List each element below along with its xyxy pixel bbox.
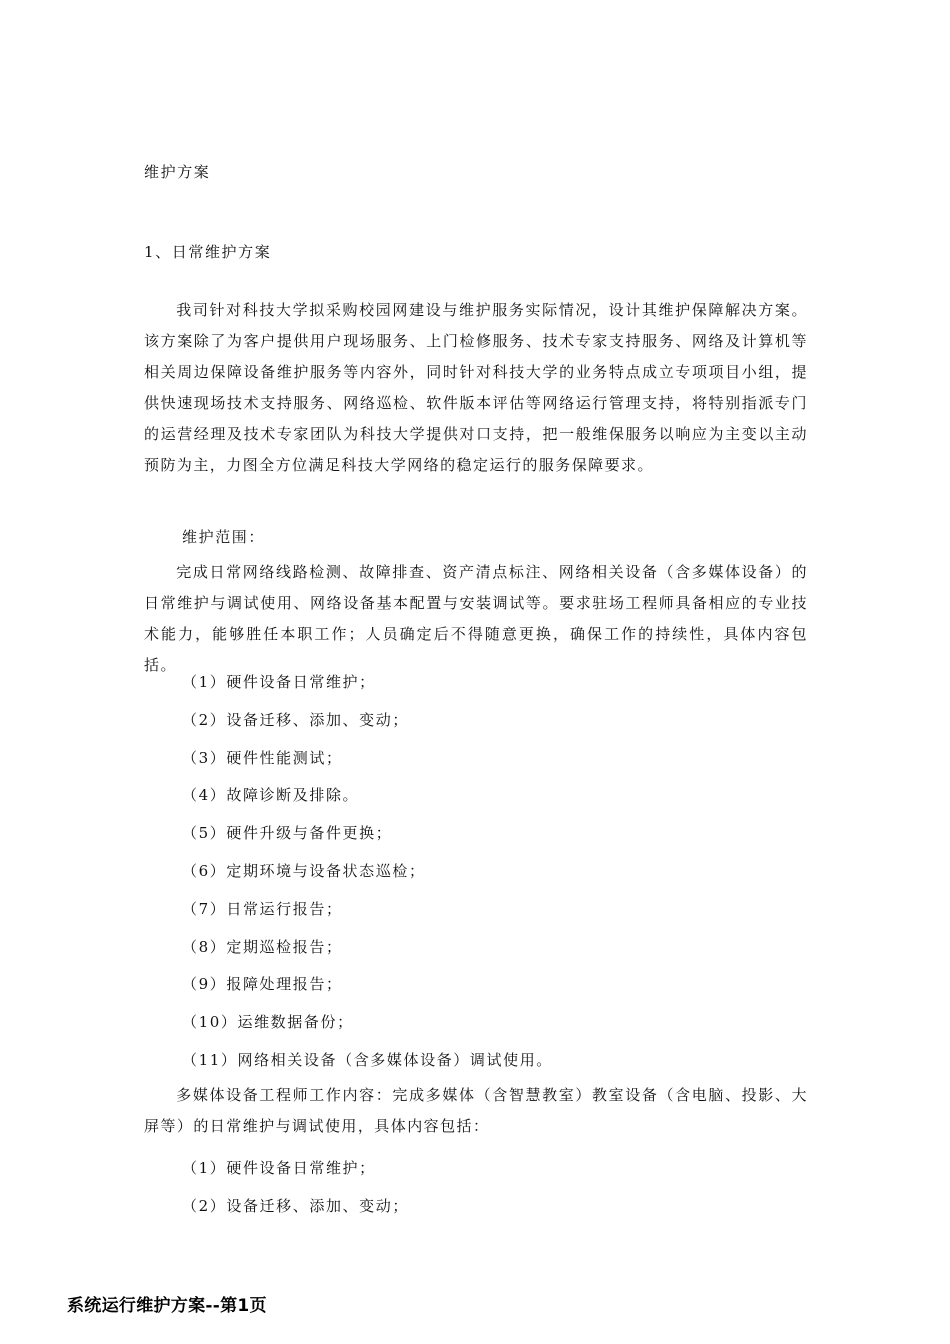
page-footer: 系统运行维护方案--第1页: [67, 1296, 267, 1316]
list-item: （6）定期环境与设备状态巡检；: [182, 861, 426, 880]
multimedia-list: [182, 1150, 409, 1226]
list-item: （10）运维数据备份；: [182, 1013, 354, 1032]
list-item: （9）报障处理报告；: [182, 975, 343, 994]
section-heading: 1、日常维护方案: [144, 243, 272, 261]
list-item: （7）日常运行报告；: [182, 899, 343, 918]
list-item: （3）硬件性能测试；: [182, 748, 343, 767]
document-title: 维护方案: [144, 163, 211, 181]
scope-paragraph: 完成日常网络线路检测、故障排查、资产清点标注、网络相关设备（含多媒体设备）的日常维护与调试使用、网络设备基本配置与安装调试等。要求驻场工程师具备相应的专业技术能力，能够胜任本职工作；人员确定后不得随意更换，确保工作的持续性，具体内容包括。: [144, 563, 808, 674]
list-item: （11）网络相关设备（含多媒体设备）调试使用。: [182, 1050, 553, 1069]
list-item: （4）故障诊断及排除。: [182, 786, 360, 805]
list-item: （2）设备迁移、添加、变动；: [182, 710, 409, 729]
list-item: （1）硬件设备日常维护；: [182, 673, 376, 691]
intro-paragraph: 我司针对科技大学拟采购校园网建设与维护服务实际情况，设计其维护保障解决方案。该方案除了为客户提供用户现场服务、上门检修服务、技术专家支持服务、网络及计算机等相关周边保障设备维护服务等内容外，同时针对科技大学的业务特点成立专项项目小组，提供快速现场技术支持服务、网络巡检、软件版本评估等网络运行管理支持，将特别指派专门的运营经理及技术专家团队为科技大学提供对口支持，把一般维保服务以响应为主变以主动预防为主，力图全方位满足科技大学网络的稳定运行的服务保障要求。: [144, 301, 808, 474]
list-item: （1）硬件设备日常维护；: [182, 1159, 376, 1177]
list-item: （8）定期巡检报告；: [182, 937, 343, 956]
list-item: （5）硬件升级与备件更换；: [182, 824, 393, 843]
scope-list: [182, 664, 553, 1080]
multimedia-paragraph: 多媒体设备工程师工作内容：完成多媒体（含智慧教室）教室设备（含电脑、投影、大屏等）的日常维护与调试使用，具体内容包括：: [144, 1086, 808, 1135]
scope-label: 维护范围：: [182, 528, 266, 546]
list-item: （2）设备迁移、添加、变动；: [182, 1196, 409, 1215]
